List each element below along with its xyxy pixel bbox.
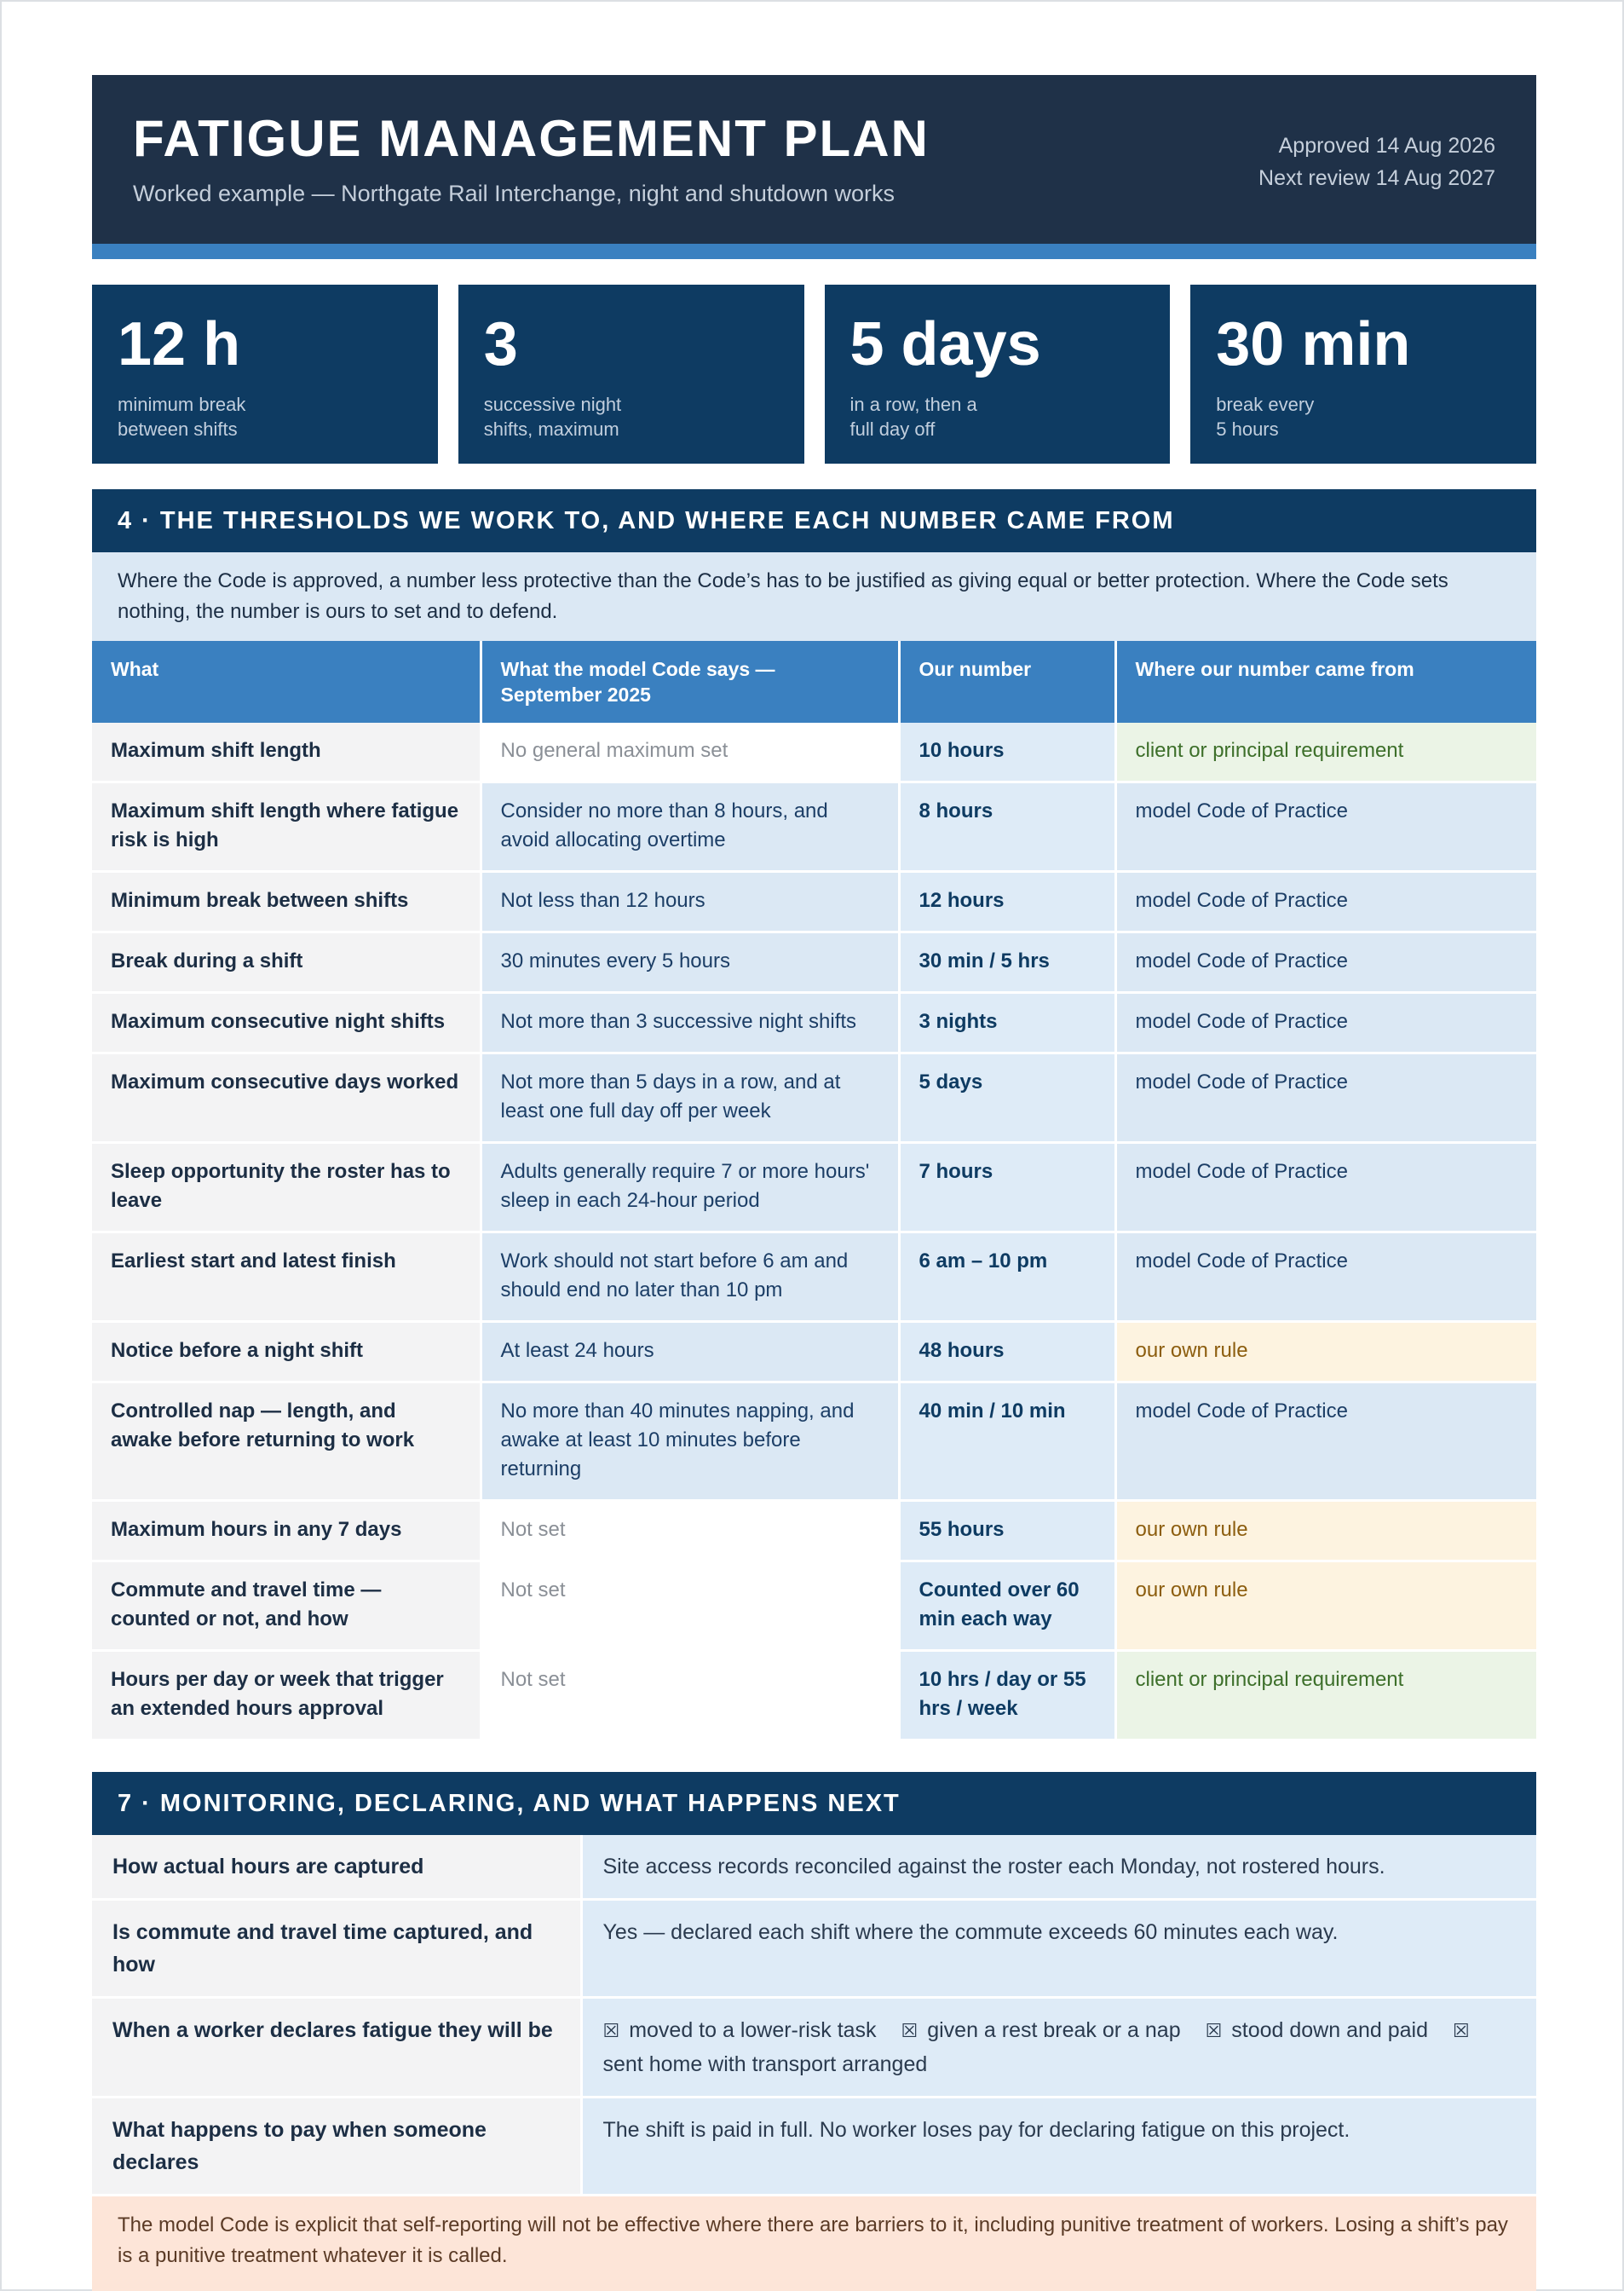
threshold-our-number: 10 hours <box>899 723 1115 782</box>
threshold-our-number: 10 hrs / day or 55 hrs / week <box>899 1651 1115 1740</box>
thresholds-table-body <box>92 723 1536 1740</box>
stat-card <box>458 285 804 464</box>
threshold-source: model Code of Practice <box>1115 1232 1536 1322</box>
threshold-our-number: 6 am – 10 pm <box>899 1232 1115 1322</box>
document-subtitle: Worked example — Northgate Rail Interchange, night and shutdown works <box>133 181 895 206</box>
monitoring-question: How actual hours are captured <box>92 1835 581 1900</box>
self-reporting-note: The model Code is explicit that self-reporting will not be effective where there are barriers to it, including punitive treatment of workers. Losing a shift’s pay is a punitive treatment whatever it is called. <box>92 2196 1536 2291</box>
threshold-what: Minimum break between shifts <box>92 872 481 932</box>
threshold-our-number: 7 hours <box>899 1143 1115 1232</box>
table-row <box>92 1322 1536 1382</box>
stat-label: minimum break between shifts <box>118 394 246 440</box>
fatigue-response-options <box>581 1998 1536 2098</box>
option-item <box>603 2018 877 2042</box>
option-label: sent home with transport arranged <box>602 2052 928 2076</box>
monitoring-answer: Yes — declared each shift where the commute exceeds 60 minutes each way. <box>581 1900 1536 1998</box>
stat-label: in a row, then a full day off <box>849 394 977 440</box>
table-row <box>92 1651 1536 1740</box>
monitoring-question: What happens to pay when someone declares <box>92 2098 581 2196</box>
threshold-what: Maximum consecutive days worked <box>92 1053 481 1143</box>
table-row <box>92 932 1536 993</box>
table-row <box>92 1998 1536 2098</box>
threshold-source: model Code of Practice <box>1115 1143 1536 1232</box>
column-header-what: What <box>92 641 481 723</box>
section-7-heading: 7 · MONITORING, DECLARING, AND WHAT HAPPENS NEXT <box>92 1772 1536 1835</box>
table-row <box>92 723 1536 782</box>
option-label: moved to a lower-risk task <box>629 2018 877 2042</box>
threshold-what: Maximum shift length <box>92 723 481 782</box>
option-label: given a rest break or a nap <box>927 2018 1181 2042</box>
table-row <box>92 1561 1536 1651</box>
threshold-code-says: Not less than 12 hours <box>481 872 899 932</box>
monitoring-question: When a worker declares fatigue they will be <box>92 1998 581 2098</box>
threshold-our-number: 3 nights <box>899 993 1115 1053</box>
monitoring-table <box>92 1835 1536 2196</box>
threshold-what: Hours per day or week that trigger an extended hours approval <box>92 1651 481 1740</box>
stat-card <box>825 285 1171 464</box>
column-header-our-number: Our number <box>899 641 1115 723</box>
stat-label: break every 5 hours <box>1216 394 1315 440</box>
stat-value: 30 min <box>1216 310 1411 378</box>
stat-card <box>1190 285 1536 464</box>
table-row <box>92 1053 1536 1143</box>
table-row <box>92 1232 1536 1322</box>
threshold-source: our own rule <box>1115 1501 1536 1561</box>
threshold-source: client or principal requirement <box>1115 723 1536 782</box>
threshold-what: Maximum consecutive night shifts <box>92 993 481 1053</box>
threshold-source: model Code of Practice <box>1115 872 1536 932</box>
column-header-code: What the model Code says — September 2025 <box>481 641 899 723</box>
threshold-what: Commute and travel time — counted or not, and how <box>92 1561 481 1651</box>
threshold-code-says: Not more than 3 successive night shifts <box>481 993 899 1053</box>
threshold-what: Break during a shift <box>92 932 481 993</box>
table-row <box>92 1501 1536 1561</box>
stat-value: 5 days <box>849 310 1041 378</box>
table-row <box>92 2098 1536 2196</box>
threshold-code-says: Consider no more than 8 hours, and avoid allocating overtime <box>481 782 899 872</box>
table-row <box>92 1900 1536 1998</box>
threshold-what: Sleep opportunity the roster has to leave <box>92 1143 481 1232</box>
approved-date: Approved 14 Aug 2026 <box>1278 134 1495 158</box>
threshold-code-says: At least 24 hours <box>481 1322 899 1382</box>
table-row <box>92 1835 1536 1900</box>
threshold-source: client or principal requirement <box>1115 1651 1536 1740</box>
threshold-code-says: Not set <box>481 1501 899 1561</box>
next-review-date: Next review 14 Aug 2027 <box>1258 166 1495 190</box>
monitoring-answer: Site access records reconciled against the roster each Monday, not rostered hours. <box>581 1835 1536 1900</box>
table-row <box>92 993 1536 1053</box>
threshold-code-says: 30 minutes every 5 hours <box>481 932 899 993</box>
checked-box-icon: ☒ <box>1452 2021 1470 2042</box>
stat-value: 3 <box>483 310 518 378</box>
section-4-intro: Where the Code is approved, a number less protective than the Code’s has to be justified as giving equal or better protection. Where the Code sets nothing, the number is ours to set and to defend. <box>92 552 1536 641</box>
threshold-code-says: Not set <box>481 1651 899 1740</box>
checked-box-icon: ☒ <box>901 2021 919 2042</box>
approval-meta <box>1258 130 1495 194</box>
threshold-what: Maximum hours in any 7 days <box>92 1501 481 1561</box>
threshold-code-says: Not more than 5 days in a row, and at least one full day off per week <box>481 1053 899 1143</box>
threshold-what: Maximum shift length where fatigue risk is high <box>92 782 481 872</box>
section-4-heading: 4 · THE THRESHOLDS WE WORK TO, AND WHERE EACH NUMBER CAME FROM <box>92 489 1536 552</box>
header-accent-bar <box>92 244 1536 259</box>
stat-card <box>92 285 438 464</box>
threshold-our-number: 48 hours <box>899 1322 1115 1382</box>
threshold-code-says: Not set <box>481 1561 899 1651</box>
threshold-code-says: Adults generally require 7 or more hours' sleep in each 24-hour period <box>481 1143 899 1232</box>
table-row <box>92 1143 1536 1232</box>
threshold-source: model Code of Practice <box>1115 1053 1536 1143</box>
threshold-source: model Code of Practice <box>1115 993 1536 1053</box>
monitoring-question: Is commute and travel time captured, and how <box>92 1900 581 1998</box>
option-label: stood down and paid <box>1231 2018 1428 2042</box>
key-stats <box>92 285 1536 464</box>
document-header <box>92 75 1536 244</box>
threshold-source: our own rule <box>1115 1322 1536 1382</box>
option-item <box>901 2018 1181 2042</box>
threshold-source: model Code of Practice <box>1115 932 1536 993</box>
threshold-what: Earliest start and latest finish <box>92 1232 481 1322</box>
threshold-source: model Code of Practice <box>1115 782 1536 872</box>
threshold-our-number: 30 min / 5 hrs <box>899 932 1115 993</box>
threshold-code-says: Work should not start before 6 am and should end no later than 10 pm <box>481 1232 899 1322</box>
stat-label: successive night shifts, maximum <box>483 394 622 440</box>
threshold-our-number: 12 hours <box>899 872 1115 932</box>
document <box>92 75 1536 2291</box>
threshold-code-says: No general maximum set <box>481 723 899 782</box>
table-header-row <box>92 641 1536 723</box>
threshold-our-number: Counted over 60 min each way <box>899 1561 1115 1651</box>
document-title: FATIGUE MANAGEMENT PLAN <box>133 110 930 167</box>
table-row <box>92 782 1536 872</box>
column-header-source: Where our number came from <box>1115 641 1536 723</box>
stat-value: 12 h <box>118 310 241 378</box>
checked-box-icon: ☒ <box>1205 2021 1223 2042</box>
threshold-source: model Code of Practice <box>1115 1382 1536 1501</box>
threshold-our-number: 5 days <box>899 1053 1115 1143</box>
table-row <box>92 1382 1536 1501</box>
checked-box-icon: ☒ <box>602 2021 620 2042</box>
threshold-our-number: 8 hours <box>899 782 1115 872</box>
threshold-code-says: No more than 40 minutes napping, and awake at least 10 minutes before returning <box>481 1382 899 1501</box>
monitoring-answer: The shift is paid in full. No worker loses pay for declaring fatigue on this project. <box>581 2098 1536 2196</box>
threshold-what: Notice before a night shift <box>92 1322 481 1382</box>
table-row <box>92 872 1536 932</box>
threshold-our-number: 40 min / 10 min <box>899 1382 1115 1501</box>
threshold-our-number: 55 hours <box>899 1501 1115 1561</box>
option-item <box>1206 2018 1428 2042</box>
threshold-source: our own rule <box>1115 1561 1536 1651</box>
threshold-what: Controlled nap — length, and awake before returning to work <box>92 1382 481 1501</box>
thresholds-table <box>92 641 1536 1741</box>
